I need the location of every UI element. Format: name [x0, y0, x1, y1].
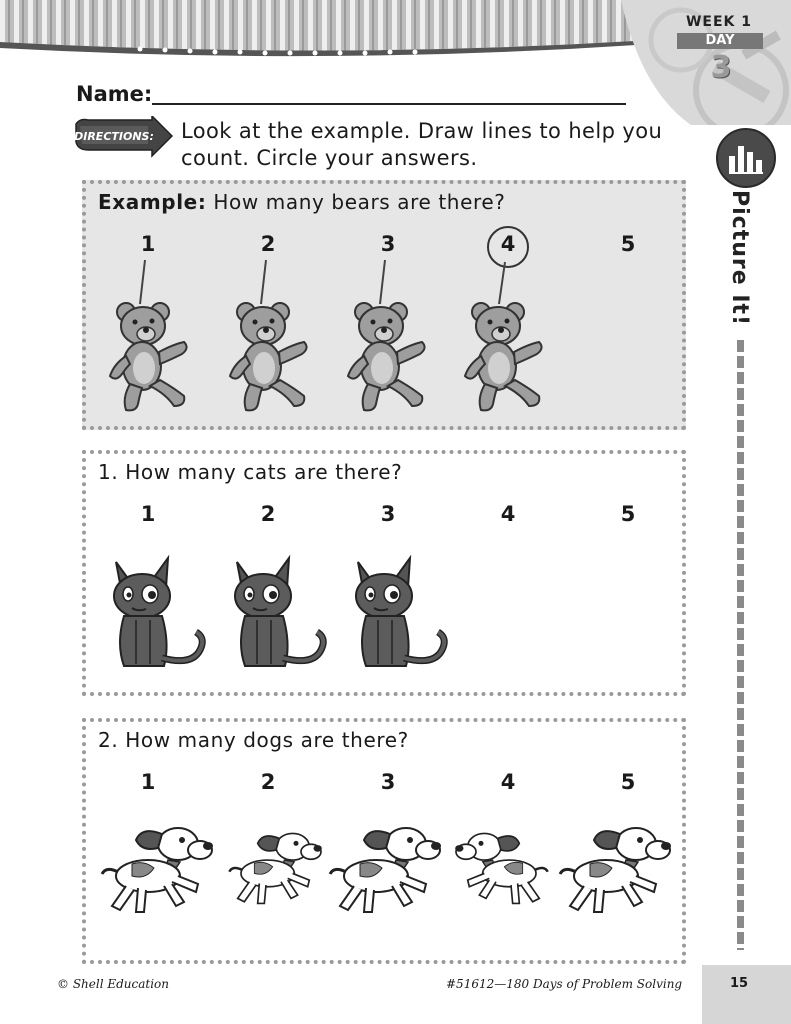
example-number-5[interactable]: 5 [620, 232, 636, 256]
q1-number-1[interactable]: 1 [140, 502, 156, 526]
q2-number-1[interactable]: 1 [140, 770, 156, 794]
day-number: 3 [710, 50, 732, 85]
q2-number-2[interactable]: 2 [260, 770, 276, 794]
directions-text: Look at the example. Draw lines to help you count. Circle your answers. [181, 119, 663, 170]
dog-image [451, 818, 551, 918]
bear-image [342, 294, 432, 414]
example-label: Example: [98, 190, 207, 214]
question-2-panel [82, 718, 686, 964]
example-number-1[interactable]: 1 [140, 232, 156, 256]
dog-image [98, 822, 218, 917]
section-title-text: Picture It! [727, 190, 752, 327]
page-number: 15 [730, 976, 749, 991]
footer-copyright: © Shell Education [57, 977, 170, 991]
bear-image [104, 294, 194, 414]
example-question-text: How many bears are there? [213, 190, 506, 214]
week-label: WEEK 1 [685, 14, 753, 30]
q1-number-5[interactable]: 5 [620, 502, 636, 526]
q2-number-5[interactable]: 5 [620, 770, 636, 794]
q1-number-4[interactable]: 4 [500, 502, 516, 526]
section-title [726, 190, 756, 340]
question-2-text: 2. How many dogs are there? [98, 728, 409, 752]
side-stripe [737, 340, 744, 950]
example-number-3[interactable]: 3 [380, 232, 396, 256]
q1-number-2[interactable]: 2 [260, 502, 276, 526]
bear-image [224, 294, 314, 414]
example-number-4[interactable]: 4 [500, 232, 516, 256]
name-label: Name: [76, 82, 153, 106]
directions-badge-label: DIRECTIONS: [74, 130, 154, 143]
name-field[interactable] [152, 103, 626, 105]
footer-book-title: #51612—180 Days of Problem Solving [446, 977, 683, 991]
question-1-panel [82, 450, 686, 696]
q2-number-3[interactable]: 3 [380, 770, 396, 794]
cat-image [344, 554, 454, 674]
day-label: DAY [677, 33, 763, 49]
question-1-text: 1. How many cats are there? [98, 460, 403, 484]
cat-image [102, 554, 212, 674]
cat-image [223, 554, 333, 674]
q2-number-4[interactable]: 4 [500, 770, 516, 794]
dog-image [556, 822, 676, 917]
page-number-tab [702, 965, 791, 1024]
directions-badge [74, 116, 174, 160]
bar-chart-icon [716, 128, 776, 188]
bear-image [459, 294, 549, 414]
example-number-2[interactable]: 2 [260, 232, 276, 256]
dog-image [326, 822, 446, 917]
example-panel [82, 180, 686, 430]
dog-image [226, 818, 326, 918]
q1-number-3[interactable]: 3 [380, 502, 396, 526]
